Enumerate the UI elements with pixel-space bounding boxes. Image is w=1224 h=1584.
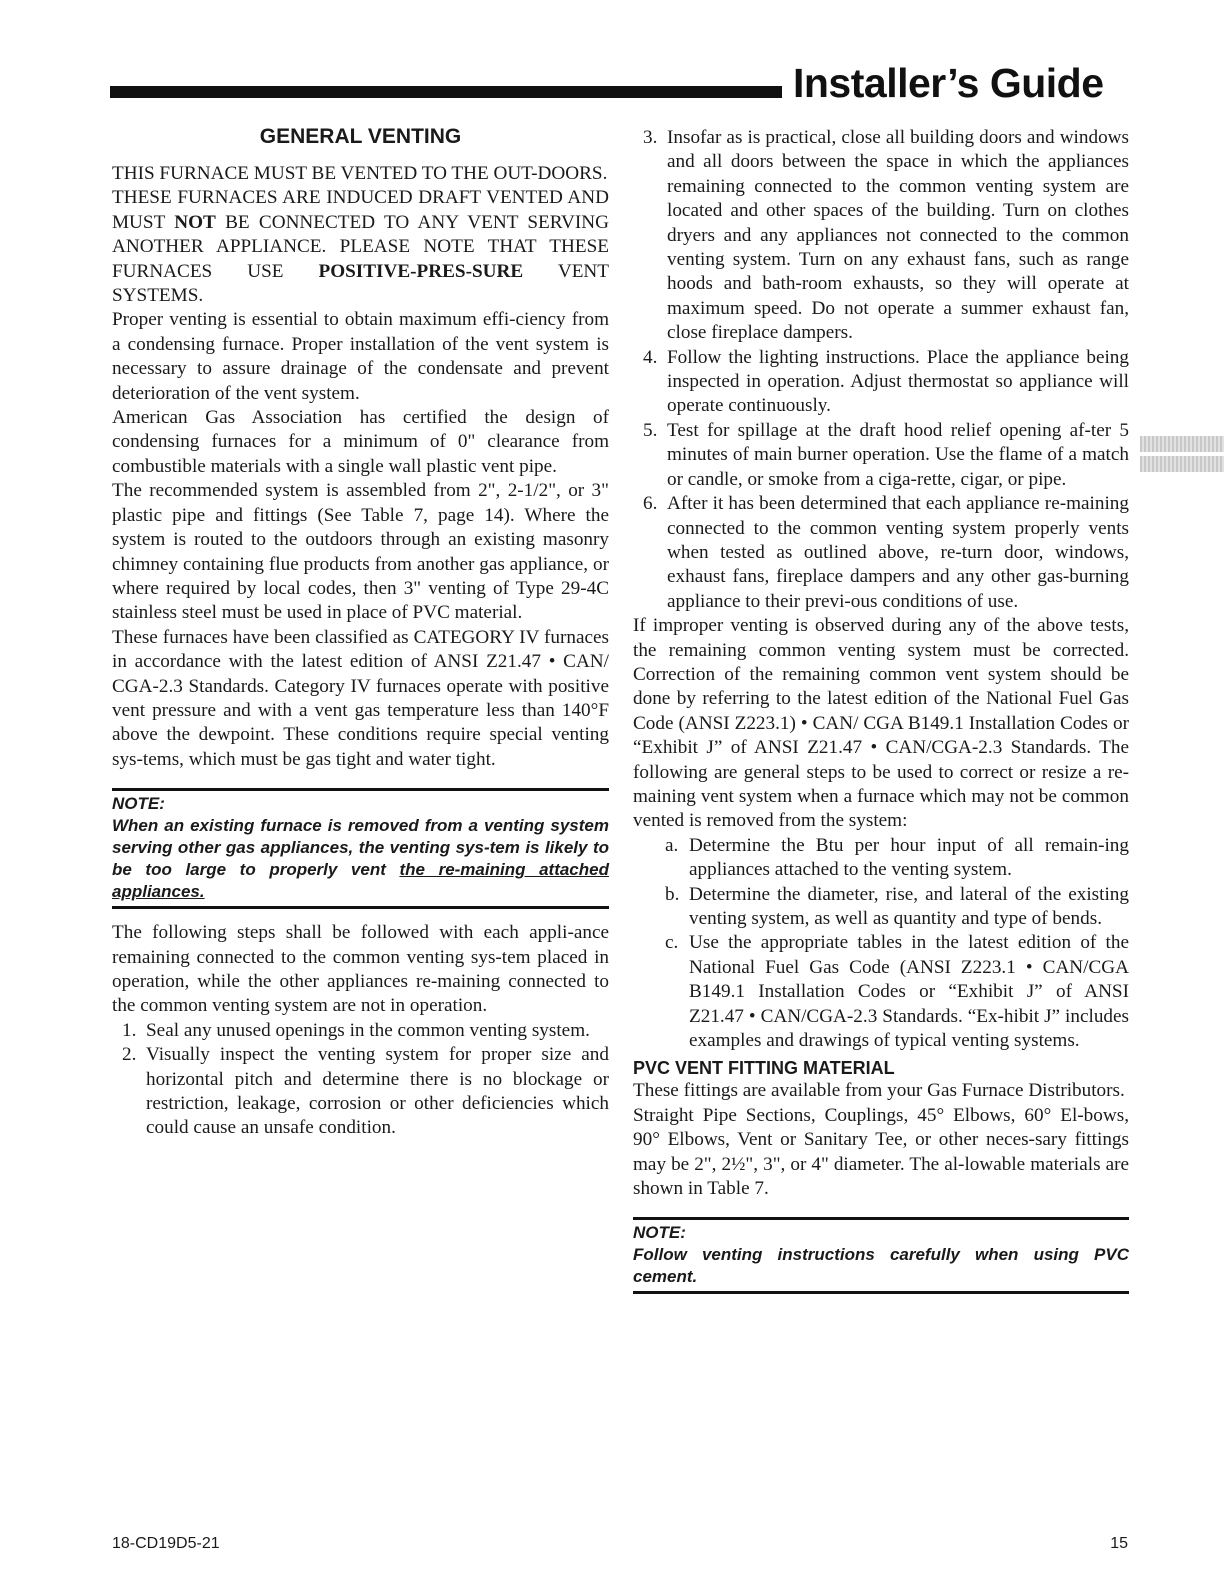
step-letter: a. [665,834,679,856]
note-label: NOTE: [633,1223,686,1243]
footer-page-number: 15 [1110,1535,1128,1552]
header-rule [110,86,782,98]
section-tab-marker [1140,436,1224,452]
note-box-existing-furnace [112,788,609,909]
bold-text: NOT [174,211,216,233]
text-span: BE CONNECTED TO ANY VENT SERVING ANOTHER APPLIANCE. PLEASE NOTE THAT THESE FURNACES USE [112,211,609,282]
section-heading-general-venting: GENERAL VENTING [259,125,462,148]
step-number: 2. [122,1044,137,1066]
paragraph-induced-draft [112,186,609,308]
lettered-steps [633,834,1129,1054]
text-span: THESE FURNACES ARE INDUCED DRAFT VENTED AND MUST [112,187,609,233]
list-item [633,883,1129,932]
paragraph-category-iv: These furnaces have been classified as CATEGORY IV furnaces in accordance with the latest edition of ANSI Z21.47 • CAN/ CGA-2.3 Standards. Category IV furnaces operate with positive vent pressure and with a vent gas temperature less than 140°F above the dewpoint. These conditions require special venting sys-tems, which must be gas tight and water tight. [112,626,609,770]
bold-text: POSITIVE-PRES-SURE [318,260,524,282]
step-text: Visually inspect the venting system for proper size and horizontal pitch and determine there is no blockage or restriction, leakage, corrosion or other deficiencies which could cause an unsafe condition. [146,1044,609,1139]
section-heading-pvc-fitting: PVC VENT FITTING MATERIAL [633,1058,895,1079]
right-column [633,126,1129,1306]
paragraph-straight-pipe: Straight Pipe Sections, Couplings, 45° Elbows, 60° El-bows, 90° Elbows, Vent or Sanitary Tee, or other neces-sary fittings may be 2", 2½", 3", or 4" diameter. The al-lowable materials are shown in Table 7. [633,1104,1129,1200]
list-item [633,931,1129,1053]
step-number: 1. [122,1019,137,1041]
step-text: Test for spillage at the draft hood relief opening af-ter 5 minutes of main burner operation. Use the flame of a match or candle, or smoke from a ciga-rette, cigar, or pipe. [667,419,1129,490]
step-number: 5. [643,419,658,441]
paragraph-must-vent: THIS FURNACE MUST BE VENTED TO THE OUT-DOORS. [112,163,608,184]
paragraph-fittings-available: These fittings are available from your Gas Furnace Distributors. [633,1080,1125,1102]
step-number: 4. [643,346,658,368]
paragraph-proper-venting: Proper venting is essential to obtain maximum effi-ciency from a condensing furnace. Proper installation of the vent system is necessary to assure drainage of the condensate and prevent deterioration of the vent system. [112,309,609,404]
list-item [633,492,1129,614]
step-text: Use the appropriate tables in the latest edition of the National Fuel Gas Code (ANSI Z223.1 • CAN/CGA B149.1 Installation Codes or “Exhibit J” of ANSI Z21.47 • CAN/CGA-2.3 Standards. “Ex-hibit J” includes examples and drawings of typical venting systems. [689,932,1129,1052]
list-item [112,1019,609,1043]
paragraph-aga-certification: American Gas Association has certified the design of condensing furnaces for a minimum of 0" clearance from combustible materials with a single wall plastic vent pipe. [112,407,609,477]
step-text: Determine the Btu per hour input of all remain-ing appliances attached to the venting system. [689,834,1129,881]
text-span: VENT SYSTEMS. [112,260,609,307]
step-number: 3. [643,127,658,148]
note-box-pvc-cement [633,1217,1129,1294]
list-item [633,419,1129,492]
underlined-text: the re-maining attached appliances. [112,860,609,902]
numbered-steps-left [112,1019,609,1141]
note-label: NOTE: [112,794,165,814]
list-item [112,1043,609,1141]
page-header-title: Installer’s Guide [793,60,1104,106]
step-text: Follow the lighting instructions. Place the appliance being inspected in operation. Adjust thermostat so appliance will operate continuously. [667,346,1129,417]
note-text: Follow venting instructions carefully when using PVC cement. [633,1245,1129,1287]
step-number: 6. [643,493,658,515]
step-text: After it has been determined that each appliance re-maining connected to the common venting system properly vents when tested as outlined above, re-turn door, windows, exhaust fans, fireplace dampers and any other gas-burning appliance to their previ-ous conditions of use. [667,493,1129,612]
paragraph-following-steps: The following steps shall be followed with each appli-ance remaining connected to the common venting sys-tem placed in operation, while the other appliances re-maining connected to the common venting system are not in operation. [112,922,609,1017]
list-item [633,834,1129,883]
footer-doc-number: 18-CD19D5-21 [112,1535,220,1552]
list-item [633,346,1129,419]
step-letter: b. [665,883,680,905]
step-text: Seal any unused openings in the common venting system. [146,1019,590,1041]
step-text: Determine the diameter, rise, and lateral of the existing venting system, as well as quantity and type of bends. [689,883,1129,929]
step-text: Insofar as is practical, close all building doors and windows and all doors between the space in which the appliances remaining connected to the common venting system are located and other spaces of the building. Turn on clothes dryers and any appliances not connected to the common venting system. Turn on any exhaust fans, such as range hoods and bath-room exhausts, so they will operate at maximum speed. Do not operate a summer exhaust fan, close fireplace dampers. [667,127,1129,344]
section-tab-marker [1140,456,1224,472]
paragraph-recommended-system: The recommended system is assembled from 2", 2-1/2", or 3" plastic pipe and fittings (See Table 7, page 14). Where the system is routed to the outdoors through an existing masonry chimney containing flue products from another gas appliance, or where required by local codes, then 3" venting of Type 29-4C stainless steel must be used in place of PVC material. [112,480,609,624]
numbered-steps-right [633,126,1129,614]
step-letter: c. [665,932,679,954]
text-span: When an existing furnace is removed from a venting system serving other gas appliances, the venting sys-tem is likely to be too large to properly vent [112,816,609,880]
note-text [112,815,609,903]
left-column [112,124,609,1141]
paragraph-improper-venting: If improper venting is observed during any of the above tests, the remaining common venting system must be corrected. Correction of the remaining common vent system should be done by referring to the latest edition of the National Fuel Gas Code (ANSI Z223.1) • CAN/ CGA B149.1 Installation Codes or “Exhibit J” of ANSI Z21.47 • CAN/CGA-2.3 Standards. The following are general steps to be used to correct or resize a re-maining vent system when a furnace which may not be common vented is removed from the system: [633,615,1129,832]
list-item [633,126,1129,346]
